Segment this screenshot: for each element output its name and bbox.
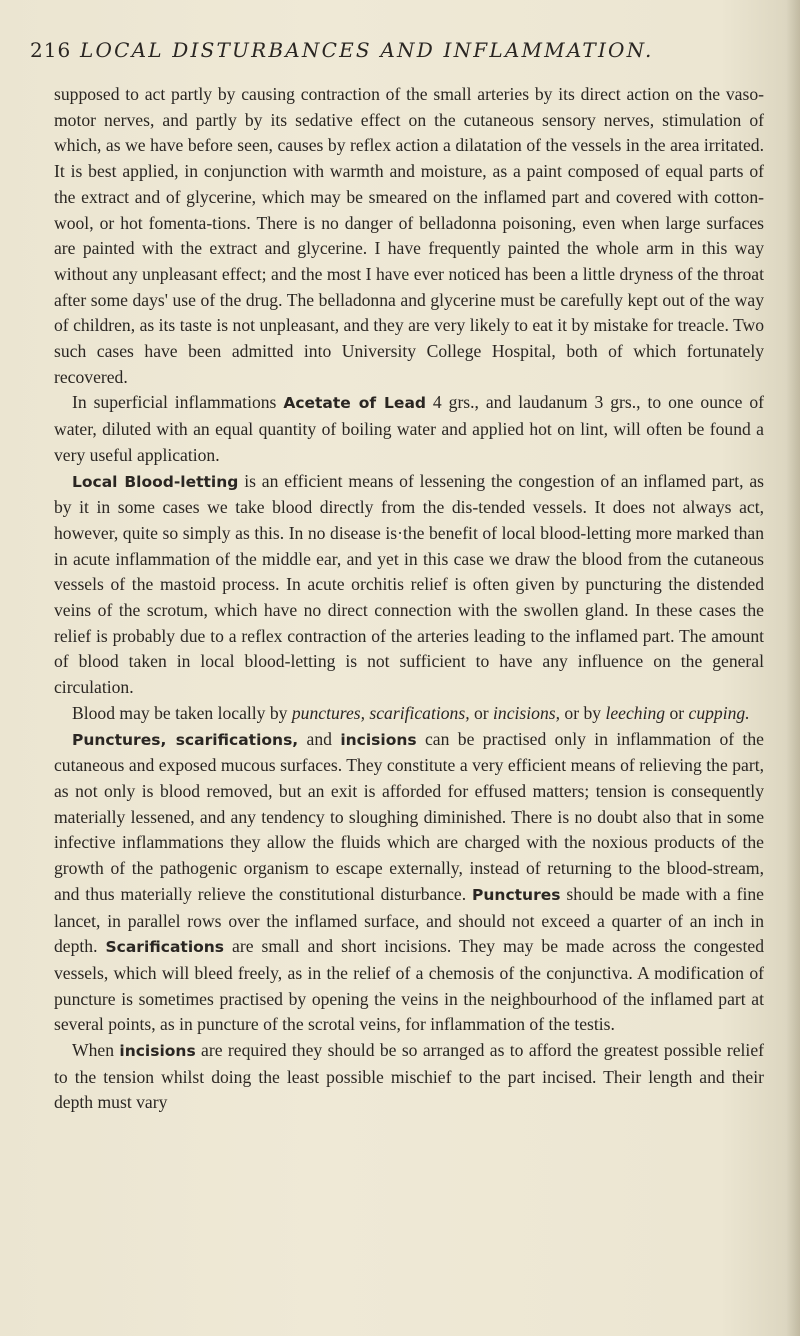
bold-term: Punctures, scarifications, xyxy=(72,730,299,749)
paragraph xyxy=(54,82,764,390)
paragraph xyxy=(54,701,764,727)
text-run: or xyxy=(665,702,689,723)
paragraph xyxy=(54,727,764,1038)
text-run: supposed to act partly by causing contraction of the small arteries by its direct action on the vaso-motor nerves, and partly by its sedative effect on the cutaneous sensory nerves, stimulation of which, as we have before seen, causes by reflex action a dilatation of the vessels in the area irritated. It is best applied, in conjunction with warmth and moisture, as a paint composed of equal parts of the extract and of glycerine, which may be smeared on the inflamed part and covered with cotton-wool, or hot fomenta-tions. There is no danger of belladonna poisoning, even when large surfaces are painted with the extract and glycerine. I have frequently painted the whole arm in this way without any unpleasant effect; and the most I have ever noticed has been a little dryness of the throat after some days' use of the drug. The belladonna and glycerine must be carefully kept out of the way of children, as its taste is not unpleasant, and they are very likely to eat it by mistake for treacle. Two such cases have been admitted into University College Hospital, both of which fortunately recovered. xyxy=(54,84,764,387)
bold-term: Scarifications xyxy=(105,938,225,957)
italic-term: punctures, scarifications, xyxy=(291,702,470,723)
text-run: can be practised only in inflammation of the cutaneous and exposed mucous surfaces. They constitute a very efficient means of relieving the part, as not only is blood removed, but an exit is afforded for effused matters; tension is consequently materially lessened, and any tendency to sloughing diminished. There is no doubt also that in some infective inflammations they allow the fluids which are charged with the noxious products of the growth of the pathogenic organism to escape externally, instead of returning to the blood-stream, and thus materially relieve the constitutional disturbance. xyxy=(54,728,764,904)
paragraph xyxy=(54,390,764,468)
body-text xyxy=(54,82,764,1116)
text-run: 4 grs., and laudanum 3 grs., to one ounce of water, diluted with an equal quantity of boiling water and applied hot on lint, will often be found a very useful application. xyxy=(54,392,764,465)
italic-term: leeching xyxy=(605,702,666,723)
text-run: When xyxy=(72,1040,120,1061)
text-run: are small and short incisions. They may be made across the congested vessels, which will bleed freely, as in the relief of a chemosis of the conjunctiva. A modification of puncture is sometimes practised by opening the veins in the neighbourhood of the inflamed part at several points, as in puncture of the scrotal veins, for inflammation of the testis. xyxy=(54,936,764,1035)
text-run: or xyxy=(469,702,494,723)
paragraph xyxy=(54,1038,764,1116)
page-header xyxy=(30,38,770,68)
text-run: In superficial inflammations xyxy=(72,392,284,413)
text-run: are required they should be so arranged as to afford the greatest possible relief to the tension whilst doing the least possible mischief to the part incised. Their length and their depth must vary xyxy=(54,1040,764,1113)
text-run: is an efficient means of lessening the congestion of an inflamed part, as by it in some cases we take blood directly from the dis-tended vessels. It does not always act, however, quite so simply as this. In no disease is·the benefit of local blood-letting more marked than in acute inflammation of the middle ear, and yet in this case we draw the blood from the cutaneous vessels of the mastoid process. In acute orchitis relief is often given by puncturing the distended veins of the scrotum, which have no direct connection with the swollen gland. In these cases the relief is probably due to a reflex contraction of the arteries leading to the inflamed part. The amount of blood taken in local blood-letting is not sufficient to have any influence on the general circulation. xyxy=(54,470,764,698)
running-title: LOCAL DISTURBANCES AND INFLAMMATION. xyxy=(80,38,654,62)
text-run: should be made with a fine lancet, in parallel rows over the inflamed surface, and should not exceed a quarter of an inch in depth. xyxy=(54,883,764,957)
bold-term: Acetate of Lead xyxy=(283,394,426,413)
bold-term: Punctures xyxy=(472,885,561,904)
text-run: or by xyxy=(560,702,606,723)
page-number: 216 xyxy=(30,38,72,62)
bold-term: incisions xyxy=(119,1042,196,1061)
bold-term: incisions xyxy=(340,730,417,749)
italic-term: incisions, xyxy=(493,702,561,723)
paragraph xyxy=(54,469,764,701)
text-run: and xyxy=(298,728,341,749)
bold-term: Local Blood-letting xyxy=(72,472,239,491)
page-edge-shadow xyxy=(786,0,800,1336)
italic-term: cupping. xyxy=(688,702,750,723)
text-run: Blood may be taken locally by xyxy=(72,702,292,723)
